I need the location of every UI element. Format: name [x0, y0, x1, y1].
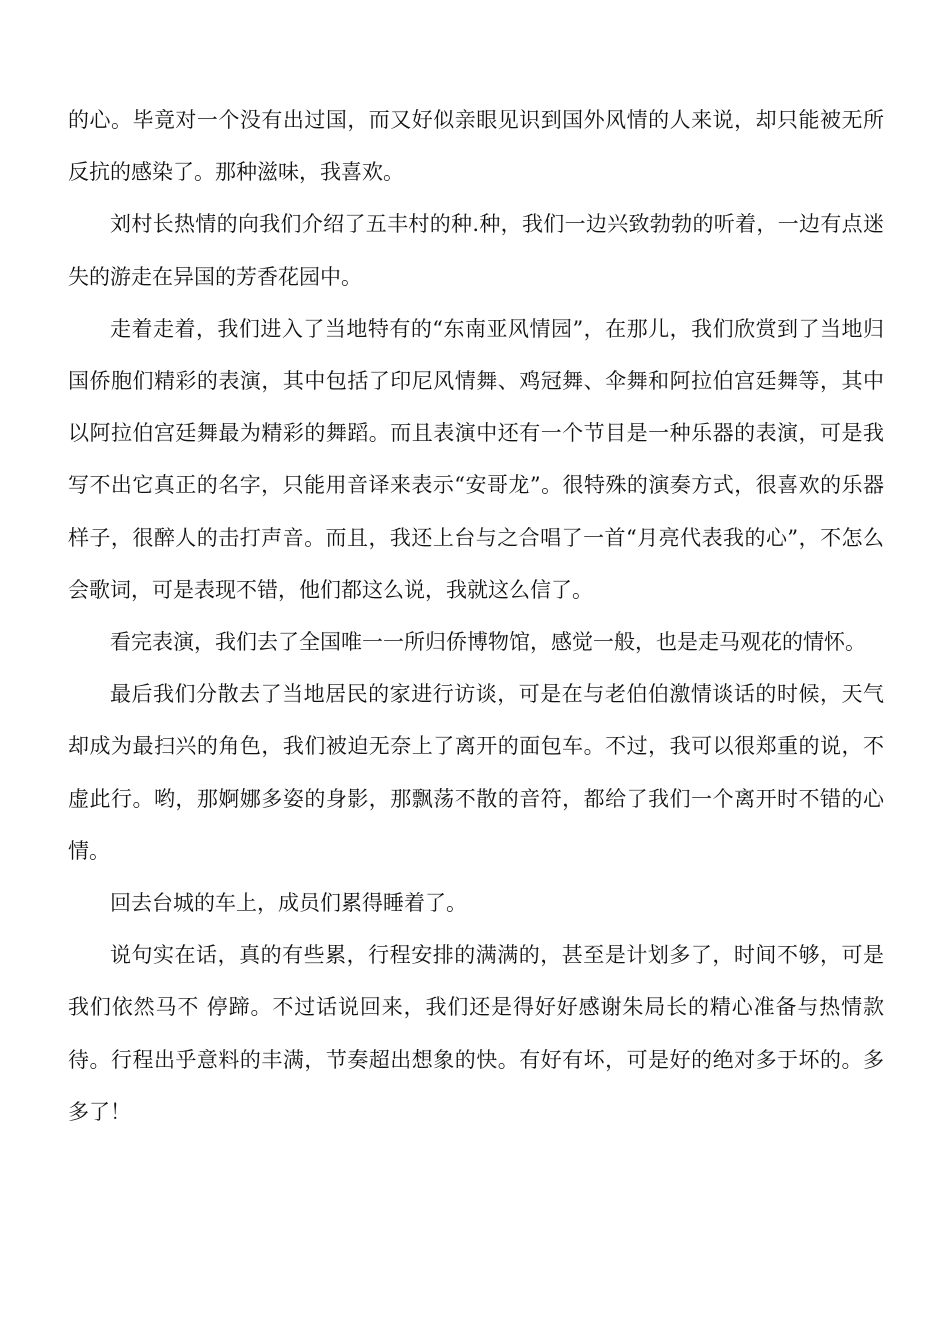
paragraph-4: 看完表演，我们去了全国唯一一所归侨博物馆，感觉一般，也是走马观花的情怀。: [110, 630, 866, 655]
paragraph-1: 的心。毕竟对一个没有出过国，而又好似亲眼见识到国外风情的人来说，却只能被无所反抗的感染了。那种滋味，我喜欢。: [68, 108, 884, 185]
paragraph-2: 刘村长热情的向我们介绍了五丰村的种.种，我们一边兴致勃勃的听着，一边有点迷失的游走在异国的芳香花园中。: [68, 212, 884, 289]
paragraph-6: 回去台城的车上，成员们累得睡着了。: [110, 891, 467, 916]
document-body: [68, 94, 884, 1138]
paragraph-3: 走着走着，我们进入了当地特有的“东南亚风情园”，在那儿，我们欣赏到了当地归国侨胞们精彩的表演，其中包括了印尼风情舞、鸡冠舞、伞舞和阿拉伯宫廷舞等，其中以阿拉伯宫廷舞最为精彩的舞蹈。而且表演中还有一个节目是一种乐器的表演，可是我写不出它真正的名字，只能用音译来表示“安哥龙”。很特殊的演奏方式，很喜欢的乐器样子，很醉人的击打声音。而且，我还上台与之合唱了一首“月亮代表我的心”，不怎么会歌词，可是表现不错，他们都这么说，我就这么信了。: [68, 316, 884, 602]
paragraph-7: 说句实在话，真的有些累，行程安排的满满的，甚至是计划多了，时间不够，可是我们依然马不 停蹄。不过话说回来，我们还是得好好感谢朱局长的精心准备与热情款待。行程出乎意料的丰满，节奏超出想象的快。有好有坏，可是好的绝对多于坏的。多多了！: [68, 943, 884, 1124]
paragraph-5: 最后我们分散去了当地居民的家进行访谈，可是在与老伯伯激情谈话的时候，天气却成为最扫兴的角色，我们被迫无奈上了离开的面包车。不过，我可以很郑重的说，不虚此行。哟，那婀娜多姿的身影，那飘荡不散的音符，都给了我们一个离开时不错的心情。: [68, 682, 884, 863]
